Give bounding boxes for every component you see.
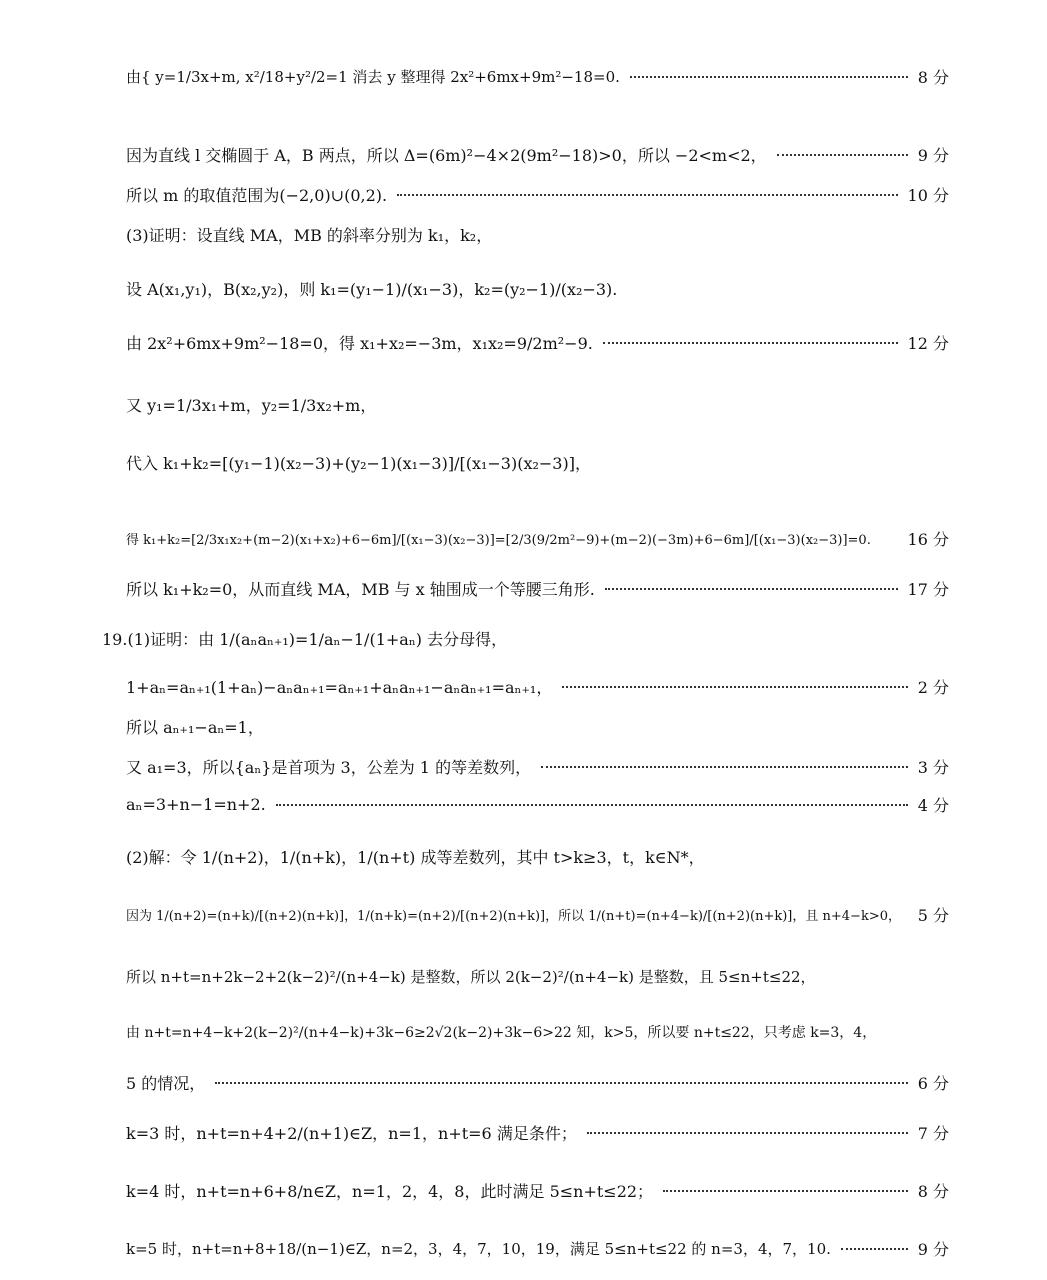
solution-line bbox=[0, 1112, 1047, 1152]
solution-line bbox=[0, 706, 1047, 746]
line-score: 16 分 bbox=[907, 529, 949, 549]
solution-line bbox=[0, 442, 1047, 482]
solution-line bbox=[0, 174, 1047, 214]
leader-dots bbox=[276, 804, 908, 806]
leader-dots bbox=[777, 154, 908, 156]
leader-dots bbox=[603, 342, 898, 344]
leader-dots bbox=[630, 76, 908, 78]
solution-line bbox=[0, 214, 1047, 254]
line-score: 3 分 bbox=[917, 757, 949, 777]
solution-line bbox=[0, 56, 1047, 96]
solution-line bbox=[0, 746, 1047, 786]
leader-dots bbox=[605, 588, 898, 590]
line-score: 17 分 bbox=[907, 579, 949, 599]
line-score: 10 分 bbox=[907, 185, 949, 205]
solution-line bbox=[0, 322, 1047, 362]
line-score: 2 分 bbox=[917, 677, 949, 697]
solution-line bbox=[0, 1012, 1047, 1052]
line-text: k=3 时，n+t=n+4+2/(n+1)∈Z，n=1，n+t=6 满足条件； bbox=[126, 1123, 577, 1143]
leader-dots bbox=[397, 194, 898, 196]
leader-dots bbox=[841, 1248, 908, 1250]
line-text: 代入 k₁+k₂=[(y₁−1)(x₂−3)+(y₂−1)(x₁−3)]/[(x₁−3)(x₂−3)]， bbox=[126, 453, 591, 473]
solution-line bbox=[0, 836, 1047, 876]
line-score: 9 分 bbox=[917, 1239, 949, 1259]
leader-dots bbox=[587, 1132, 908, 1134]
solution-line bbox=[0, 784, 1047, 824]
solution-line bbox=[0, 384, 1047, 424]
solution-line bbox=[0, 956, 1047, 996]
line-score: 8 分 bbox=[917, 1181, 949, 1201]
line-text: 1+aₙ=aₙ₊₁(1+aₙ)−aₙaₙ₊₁=aₙ₊₁+aₙaₙ₊₁−aₙaₙ₊₁=aₙ₊₁， bbox=[126, 677, 553, 697]
solution-line bbox=[0, 618, 1047, 658]
line-text: k=4 时，n+t=n+6+8/n∈Z，n=1，2，4，8，此时满足 5≤n+t≤22； bbox=[126, 1181, 654, 1201]
line-text: 由{ y=1/3x+m, x²/18+y²/2=1 消去 y 整理得 2x²+6mx+9m²−18=0. bbox=[126, 67, 620, 86]
leader-dots bbox=[541, 766, 908, 768]
solution-line bbox=[0, 268, 1047, 308]
line-score: 7 分 bbox=[917, 1123, 949, 1143]
line-text: 因为 1/(n+2)=(n+k)/[(n+2)(n+k)]，1/(n+k)=(n+2)/[(n+2)(n+k)]，所以 1/(n+t)=(n+4−k)/[(n+2)(n+k)]，且 n+4−k>0， bbox=[126, 908, 901, 924]
line-text: 得 k₁+k₂=[2/3x₁x₂+(m−2)(x₁+x₂)+6−6m]/[(x₁−3)(x₂−3)]=[2/3(9/2m²−9)+(m−2)(−3m)+6−6m]/[(x₁−3)(x₂−3)]=0. bbox=[126, 532, 871, 548]
line-text: 由 n+t=n+4−k+2(k−2)²/(n+4−k)+3k−6≥2√2(k−2)+3k−6>22 知，k>5，所以要 n+t≤22，只考虑 k=3，4， bbox=[126, 1025, 877, 1041]
line-text: 所以 m 的取值范围为(−2,0)∪(0,2). bbox=[126, 185, 388, 205]
line-text: 由 2x²+6mx+9m²−18=0，得 x₁+x₂=−3m，x₁x₂=9/2m²−9. bbox=[126, 333, 593, 353]
line-text: 所以 aₙ₊₁−aₙ=1， bbox=[126, 717, 264, 737]
line-text: k=5 时，n+t=n+8+18/(n−1)∈Z，n=2，3，4，7，10，19，满足 5≤n+t≤22 的 n=3，4，7，10. bbox=[126, 1239, 831, 1258]
solution-line bbox=[0, 894, 1047, 934]
line-text: 所以 n+t=n+2k−2+2(k−2)²/(n+4−k) 是整数，所以 2(k−2)²/(n+4−k) 是整数，且 5≤n+t≤22， bbox=[126, 967, 816, 986]
solution-line bbox=[0, 1170, 1047, 1210]
line-score: 9 分 bbox=[917, 145, 949, 165]
leader-dots bbox=[663, 1190, 908, 1192]
solution-line bbox=[0, 134, 1047, 174]
solution-line bbox=[0, 1062, 1047, 1102]
solution-line bbox=[0, 568, 1047, 608]
line-text: 又 y₁=1/3x₁+m，y₂=1/3x₂+m， bbox=[126, 395, 377, 415]
line-score: 12 分 bbox=[907, 333, 949, 353]
line-text: 19.(1)证明：由 1/(aₙaₙ₊₁)=1/aₙ−1/(1+aₙ) 去分母得， bbox=[102, 629, 508, 649]
line-score: 6 分 bbox=[917, 1073, 949, 1093]
solution-line bbox=[0, 518, 1047, 558]
line-score: 4 分 bbox=[917, 795, 949, 815]
leader-dots bbox=[562, 686, 908, 688]
line-text: 因为直线 l 交椭圆于 A，B 两点，所以 Δ=(6m)²−4×2(9m²−18)>0，所以 −2<m<2， bbox=[126, 145, 767, 165]
line-text: 又 a₁=3，所以{aₙ}是首项为 3，公差为 1 的等差数列， bbox=[126, 757, 532, 777]
line-text: (3)证明：设直线 MA，MB 的斜率分别为 k₁，k₂， bbox=[126, 225, 493, 245]
line-text: aₙ=3+n−1=n+2. bbox=[126, 794, 266, 814]
solution-line bbox=[0, 666, 1047, 706]
solution-line bbox=[0, 1228, 1047, 1268]
line-score: 8 分 bbox=[917, 67, 949, 87]
line-text: 5 的情况， bbox=[126, 1073, 206, 1093]
line-text: 设 A(x₁,y₁)，B(x₂,y₂)，则 k₁=(y₁−1)/(x₁−3)，k₂=(y₂−1)/(x₂−3). bbox=[126, 279, 618, 299]
line-score: 5 分 bbox=[917, 905, 949, 925]
line-text: (2)解：令 1/(n+2)，1/(n+k)，1/(n+t) 成等差数列，其中 t>k≥3，t，k∈N*， bbox=[126, 847, 705, 867]
line-text: 所以 k₁+k₂=0，从而直线 MA，MB 与 x 轴围成一个等腰三角形. bbox=[126, 579, 595, 599]
leader-dots bbox=[215, 1082, 908, 1084]
